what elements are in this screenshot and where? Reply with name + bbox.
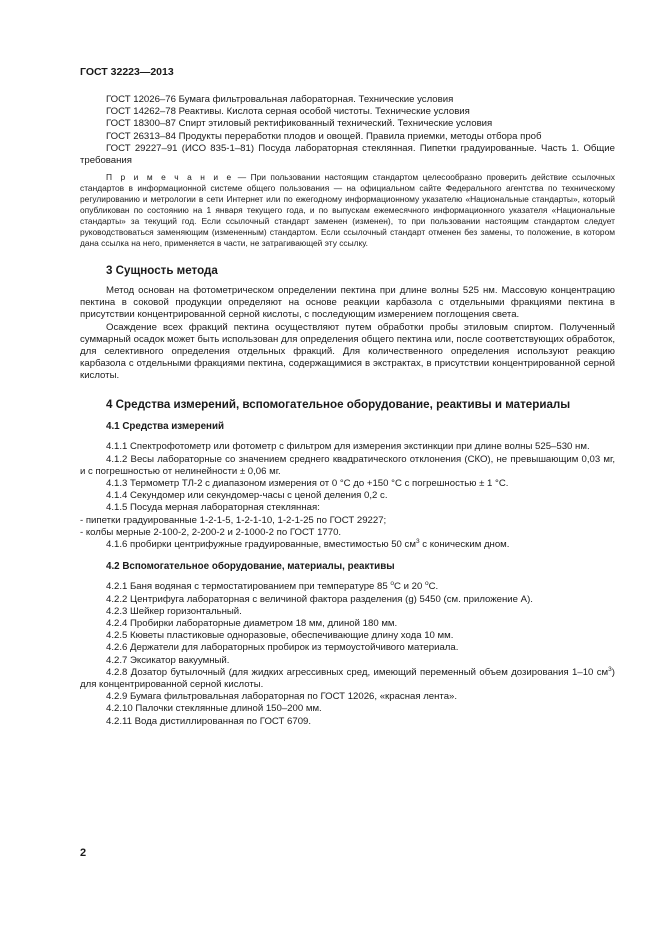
section-3-paragraph: Метод основан на фотометрическом определении пектина при длине волны 525 нм. Массовую концентрацию пектина в соковой продукции определяют на основе реакции карбазола с отдельными фракциями пектина в присутствии концентрированной серной кислоты, с последующим измерением поглощения света. — [80, 285, 615, 321]
list-item: - пипетки градуированные 1-2-1-5, 1-2-1-10, 1-2-1-25 по ГОСТ 29227; — [80, 514, 387, 526]
document-body — [80, 94, 615, 728]
item-text: 4.2.1 Баня водяная с термостатированием при температуре 85 — [106, 581, 391, 593]
item-text: 4.1.6 пробирки центрифужные градуированные, вместимостью 50 см — [106, 539, 416, 551]
list-item: 4.1.1 Спектрофотометр или фотометр с фильтром для измерения экстинкции при длине волны 525–530 нм. — [106, 441, 590, 453]
list-item: 4.2.7 Эксикатор вакуумный. — [106, 654, 230, 666]
section-3-title: 3 Сущность метода — [106, 263, 218, 277]
list-item: 4.2.11 Вода дистиллированная по ГОСТ 6709. — [106, 715, 312, 727]
item-text: с коническим дном. — [419, 539, 510, 551]
item-text: С. — [428, 581, 439, 593]
list-item: 4.1.2 Весы лабораторные со значением среднего квадратического отклонения (СКО), не превышающим 0,03 мг, и с погрешностью от нелинейности ± 0,06 мг. — [80, 453, 615, 477]
list-item — [80, 539, 615, 551]
reference-item: ГОСТ 26313–84 Продукты переработки плодов и овощей. Правила приемки, методы отбора проб — [106, 130, 542, 142]
list-item: 4.2.2 Центрифуга лабораторная с величиной фактора разделения (g) 5450 (см. приложение А). — [106, 593, 533, 605]
note-text: — При пользовании настоящим стандартом целесообразно проверить действие ссылочных стандартов в информационной системе общего пользования — на официальном сайте Федерального агентства по техническому регулированию и метрологии в сети Интернет или по ежегодному информационному указателю «Национальные стандарты», который опубликован по состоянию на 1 января текущего года, и по выпускам ежемесячного информационного указателя «Национальные стандарты» за текущий год. Если ссылочный стандарт заменен (изменен), то при пользовании настоящим стандартом следует руководствоваться заменяющим (измененным) стандартом. Если ссылочный стандарт отменен без замены, то положение, в котором дана ссылка на него, применяется в части, не затрагивающей эту ссылку. — [80, 172, 615, 248]
list-item: 4.2.10 Палочки стеклянные длиной 150–200 мм. — [106, 703, 322, 715]
list-item: 4.2.5 Кюветы пластиковые одноразовые, обеспечивающие длину хода 10 мм. — [106, 630, 454, 642]
note-label: П р и м е ч а н и е — [106, 172, 234, 183]
list-item: 4.1.3 Термометр ТЛ-2 с диапазоном измерения от 0 °С до +150 °С с погрешностью ± 1 °С. — [106, 478, 509, 489]
list-item — [80, 581, 615, 593]
item-text: С и 20 — [394, 581, 425, 593]
note-paragraph — [80, 172, 615, 248]
reference-item: ГОСТ 12026–76 Бумага фильтровальная лабораторная. Технические условия — [106, 94, 454, 105]
list-item: 4.1.5 Посуда мерная лабораторная стеклянная: — [106, 502, 320, 514]
reference-item: ГОСТ 29227–91 (ИСО 835-1–81) Посуда лабораторная стеклянная. Пипетки градуированные. Часть 1. Общие требования — [80, 142, 615, 167]
standard-header: ГОСТ 32223—2013 — [80, 66, 174, 78]
subsection-4-2-title: 4.2 Вспомогательное оборудование, материалы, реактивы — [106, 561, 395, 573]
item-text: ) для концентрированной серной кислоты. — [80, 666, 615, 691]
reference-item: ГОСТ 18300–87 Спирт этиловый ректификованный технический. Технические условия — [106, 118, 493, 130]
list-item — [80, 667, 615, 691]
list-item: 4.1.4 Секундомер или секундомер-часы с ценой деления 0,2 с. — [106, 490, 388, 502]
reference-item: ГОСТ 14262–78 Реактивы. Кислота серная особой чистоты. Технические условия — [106, 106, 470, 118]
list-item: 4.2.9 Бумага фильтровальная лабораторная по ГОСТ 12026, «красная лента». — [106, 691, 458, 703]
list-item: 4.2.4 Пробирки лабораторные диаметром 18 мм, длиной 180 мм. — [106, 618, 398, 630]
list-item: 4.2.6 Держатели для лабораторных пробирок из термоустойчивого материала. — [106, 642, 459, 654]
superscript: о — [390, 580, 395, 588]
superscript: 3 — [415, 537, 420, 545]
section-3-paragraph: Осаждение всех фракций пектина осуществляют путем обработки пробы этиловым спиртом. Полученный суммарный осадок может быть использован для определения общего пектина или, после соответствующих обработок, для селективного определения отдельных фракций. Для количественного определения используют реакцию карбазола с отдельными фракциями пектина, содержащимися в экстрактах, в присутствии концентрированной серной кислоты. — [80, 321, 615, 382]
superscript: 3 — [608, 665, 612, 673]
superscript: о — [424, 580, 429, 588]
list-item: - колбы мерные 2-100-2, 2-200-2 и 2-1000-2 по ГОСТ 1770. — [80, 526, 342, 538]
section-4-title: 4 Средства измерений, вспомогательное оборудование, реактивы и материалы — [106, 397, 571, 411]
page-number: 2 — [80, 847, 87, 859]
subsection-4-1-title: 4.1 Средства измерений — [106, 421, 224, 433]
item-text: 4.2.8 Дозатор бутылочный (для жидких агрессивных сред, имеющий переменный объем дозирования 1–10 см — [106, 666, 609, 678]
list-item: 4.2.3 Шейкер горизонтальный. — [106, 605, 242, 617]
